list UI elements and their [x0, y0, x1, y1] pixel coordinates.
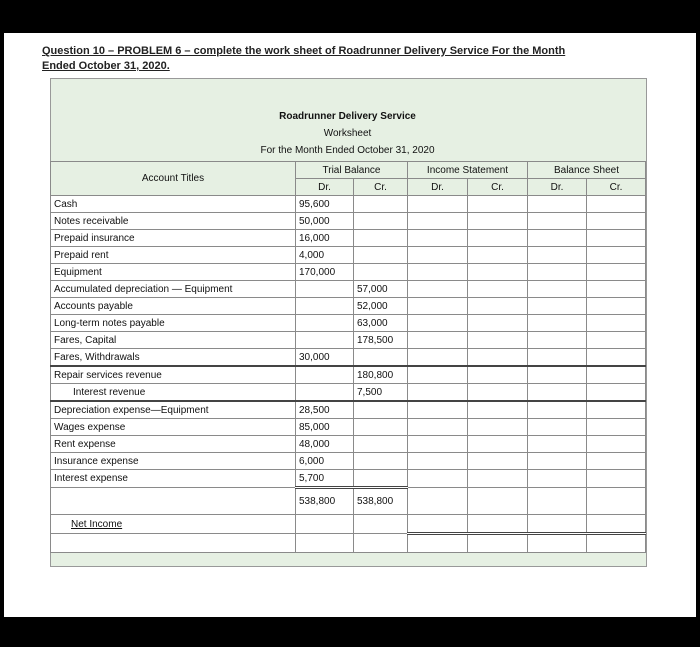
account-title: Prepaid insurance [51, 230, 296, 247]
bs-dr-cell[interactable] [528, 401, 587, 419]
is-dr-cell[interactable] [408, 401, 468, 419]
tb-cr-cell [354, 401, 408, 419]
account-title: Interest revenue [51, 384, 296, 402]
table-row [51, 298, 646, 315]
tb-cr-cell [354, 419, 408, 436]
is-cr-cell[interactable] [468, 332, 528, 349]
account-title: Fares, Withdrawals [51, 349, 296, 367]
tb-cr-cell: 52,000 [354, 298, 408, 315]
account-title: Long-term notes payable [51, 315, 296, 332]
table-row [51, 401, 646, 419]
final-totals-row [51, 534, 646, 553]
bs-cr-total[interactable] [587, 488, 646, 515]
bs-dr-cell[interactable] [528, 349, 587, 367]
tb-cr-cell: 178,500 [354, 332, 408, 349]
is-cr-cell[interactable] [468, 247, 528, 264]
table-row [51, 470, 646, 488]
table-row [51, 230, 646, 247]
account-title: Equipment [51, 264, 296, 281]
bs-dr-cell[interactable] [528, 264, 587, 281]
company-name: Roadrunner Delivery Service [279, 111, 416, 122]
bs-dr-cell[interactable] [528, 332, 587, 349]
account-title: Cash [51, 196, 296, 213]
header-income-statement: Income Statement [408, 162, 528, 179]
net-income-is-dr[interactable] [408, 515, 468, 534]
bs-cr-cell[interactable] [587, 470, 646, 488]
table-row [51, 384, 646, 402]
table-row [51, 264, 646, 281]
final-totals-label [51, 534, 296, 553]
is-dr-cell[interactable] [408, 419, 468, 436]
is-cr-cell[interactable] [468, 298, 528, 315]
bs-dr-cell[interactable] [528, 315, 587, 332]
tb-dr-cell [296, 332, 354, 349]
worksheet-table [50, 161, 646, 553]
net-income-bs-cr[interactable] [587, 515, 646, 534]
bs-dr-cell[interactable] [528, 213, 587, 230]
bs-cr-cell[interactable] [587, 230, 646, 247]
bs-cr-cell[interactable] [587, 196, 646, 213]
is-cr-total[interactable] [468, 488, 528, 515]
is-dr-cell[interactable] [408, 436, 468, 453]
is-dr-cell[interactable] [408, 470, 468, 488]
tb-dr-cell [296, 298, 354, 315]
bs-cr-cell[interactable] [587, 315, 646, 332]
tb-cr-cell: 7,500 [354, 384, 408, 402]
bs-dr-cell[interactable] [528, 196, 587, 213]
header-tb-cr: Cr. [354, 179, 408, 196]
is-cr-cell[interactable] [468, 213, 528, 230]
tb-cr-cell [354, 453, 408, 470]
final-tb-cr [354, 534, 408, 553]
bs-cr-cell[interactable] [587, 384, 646, 402]
is-dr-cell[interactable] [408, 298, 468, 315]
bs-dr-cell[interactable] [528, 470, 587, 488]
header-is-cr: Cr. [468, 179, 528, 196]
bs-dr-cell[interactable] [528, 247, 587, 264]
table-row [51, 366, 646, 384]
is-dr-total[interactable] [408, 488, 468, 515]
tb-cr-cell [354, 247, 408, 264]
tb-dr-cell: 95,600 [296, 196, 354, 213]
bs-cr-cell[interactable] [587, 264, 646, 281]
bs-dr-cell[interactable] [528, 298, 587, 315]
account-title: Insurance expense [51, 453, 296, 470]
is-dr-cell[interactable] [408, 332, 468, 349]
is-cr-cell[interactable] [468, 384, 528, 402]
bs-dr-total[interactable] [528, 488, 587, 515]
table-row [51, 315, 646, 332]
bs-dr-cell[interactable] [528, 436, 587, 453]
bs-cr-cell[interactable] [587, 436, 646, 453]
bs-cr-cell[interactable] [587, 213, 646, 230]
question-line-1: Question 10 – PROBLEM 6 – complete the work sheet of Roadrunner Delivery Service For the Month [42, 45, 566, 57]
account-title: Interest expense [51, 470, 296, 488]
is-cr-cell[interactable] [468, 281, 528, 298]
bs-cr-cell[interactable] [587, 453, 646, 470]
tb-dr-cell: 48,000 [296, 436, 354, 453]
tb-cr-cell [354, 213, 408, 230]
tb-cr-cell [354, 230, 408, 247]
is-dr-cell[interactable] [408, 230, 468, 247]
tb-cr-cell [354, 349, 408, 367]
totals-label [51, 488, 296, 515]
is-cr-cell[interactable] [468, 470, 528, 488]
account-title: Accounts payable [51, 298, 296, 315]
header-trial-balance: Trial Balance [296, 162, 408, 179]
worksheet-period: For the Month Ended October 31, 2020 [260, 145, 435, 156]
tb-cr-cell [354, 436, 408, 453]
tb-cr-total: 538,800 [354, 488, 408, 515]
is-dr-cell[interactable] [408, 453, 468, 470]
is-cr-cell[interactable] [468, 264, 528, 281]
totals-row [51, 488, 646, 515]
bs-cr-cell[interactable] [587, 298, 646, 315]
is-dr-cell[interactable] [408, 281, 468, 298]
is-dr-cell[interactable] [408, 366, 468, 384]
net-income-tb-dr [296, 515, 354, 534]
net-income-row [51, 515, 646, 534]
tb-dr-cell [296, 281, 354, 298]
table-row [51, 332, 646, 349]
tb-dr-cell: 50,000 [296, 213, 354, 230]
header-bs-dr: Dr. [528, 179, 587, 196]
is-dr-cell[interactable] [408, 384, 468, 402]
bs-dr-cell[interactable] [528, 366, 587, 384]
account-title: Depreciation expense—Equipment [51, 401, 296, 419]
tb-dr-cell: 28,500 [296, 401, 354, 419]
bs-cr-cell[interactable] [587, 332, 646, 349]
final-is-dr[interactable] [408, 534, 468, 553]
worksheet-title: Worksheet [323, 128, 372, 139]
is-cr-cell[interactable] [468, 436, 528, 453]
is-cr-cell[interactable] [468, 315, 528, 332]
table-row [51, 196, 646, 213]
bs-cr-cell[interactable] [587, 349, 646, 367]
bs-dr-cell[interactable] [528, 281, 587, 298]
header-balance-sheet: Balance Sheet [528, 162, 646, 179]
header-tb-dr: Dr. [296, 179, 354, 196]
bs-dr-cell[interactable] [528, 230, 587, 247]
account-title: Rent expense [51, 436, 296, 453]
table-row [51, 281, 646, 298]
bs-cr-cell[interactable] [587, 401, 646, 419]
header-is-dr: Dr. [408, 179, 468, 196]
bs-dr-cell[interactable] [528, 384, 587, 402]
tb-dr-cell [296, 315, 354, 332]
tb-cr-cell: 57,000 [354, 281, 408, 298]
final-bs-cr[interactable] [587, 534, 646, 553]
bs-dr-cell[interactable] [528, 453, 587, 470]
bs-cr-cell[interactable] [587, 419, 646, 436]
table-row [51, 436, 646, 453]
tb-dr-cell: 16,000 [296, 230, 354, 247]
account-title: Wages expense [51, 419, 296, 436]
is-cr-cell[interactable] [468, 349, 528, 367]
header-bs-cr: Cr. [587, 179, 646, 196]
tb-dr-cell: 170,000 [296, 264, 354, 281]
account-title: Prepaid rent [51, 247, 296, 264]
tb-dr-cell: 5,700 [296, 470, 354, 488]
account-title: Repair services revenue [51, 366, 296, 384]
tb-dr-cell [296, 366, 354, 384]
tb-cr-cell: 63,000 [354, 315, 408, 332]
tb-cr-cell [354, 470, 408, 488]
table-row [51, 213, 646, 230]
is-dr-cell[interactable] [408, 247, 468, 264]
bs-dr-cell[interactable] [528, 419, 587, 436]
question-line-2: Ended October 31, 2020. [42, 60, 170, 72]
is-dr-cell[interactable] [408, 349, 468, 367]
tb-dr-cell: 4,000 [296, 247, 354, 264]
account-title: Accumulated depreciation — Equipment [51, 281, 296, 298]
final-is-cr[interactable] [468, 534, 528, 553]
net-income-is-cr[interactable] [468, 515, 528, 534]
is-dr-cell[interactable] [408, 213, 468, 230]
tb-dr-cell: 85,000 [296, 419, 354, 436]
is-cr-cell[interactable] [468, 230, 528, 247]
is-cr-cell[interactable] [468, 401, 528, 419]
header-account-titles: Account Titles [51, 162, 296, 196]
tb-dr-total: 538,800 [296, 488, 354, 515]
bs-cr-cell[interactable] [587, 366, 646, 384]
final-tb-dr [296, 534, 354, 553]
table-row [51, 419, 646, 436]
tb-cr-cell: 180,800 [354, 366, 408, 384]
bs-cr-cell[interactable] [587, 281, 646, 298]
tb-cr-cell [354, 196, 408, 213]
final-bs-dr[interactable] [528, 534, 587, 553]
net-income-bs-dr[interactable] [528, 515, 587, 534]
question-heading [42, 44, 642, 74]
table-row [51, 247, 646, 264]
tb-dr-cell: 30,000 [296, 349, 354, 367]
net-income-label: Net Income [51, 515, 296, 534]
is-cr-cell[interactable] [468, 453, 528, 470]
net-income-tb-cr [354, 515, 408, 534]
is-cr-cell[interactable] [468, 419, 528, 436]
is-dr-cell[interactable] [408, 196, 468, 213]
is-dr-cell[interactable] [408, 264, 468, 281]
is-cr-cell[interactable] [468, 366, 528, 384]
account-title: Fares, Capital [51, 332, 296, 349]
tb-cr-cell [354, 264, 408, 281]
is-dr-cell[interactable] [408, 315, 468, 332]
tb-dr-cell: 6,000 [296, 453, 354, 470]
table-row [51, 349, 646, 367]
bs-cr-cell[interactable] [587, 247, 646, 264]
is-cr-cell[interactable] [468, 196, 528, 213]
table-row [51, 453, 646, 470]
account-title: Notes receivable [51, 213, 296, 230]
tb-dr-cell [296, 384, 354, 402]
